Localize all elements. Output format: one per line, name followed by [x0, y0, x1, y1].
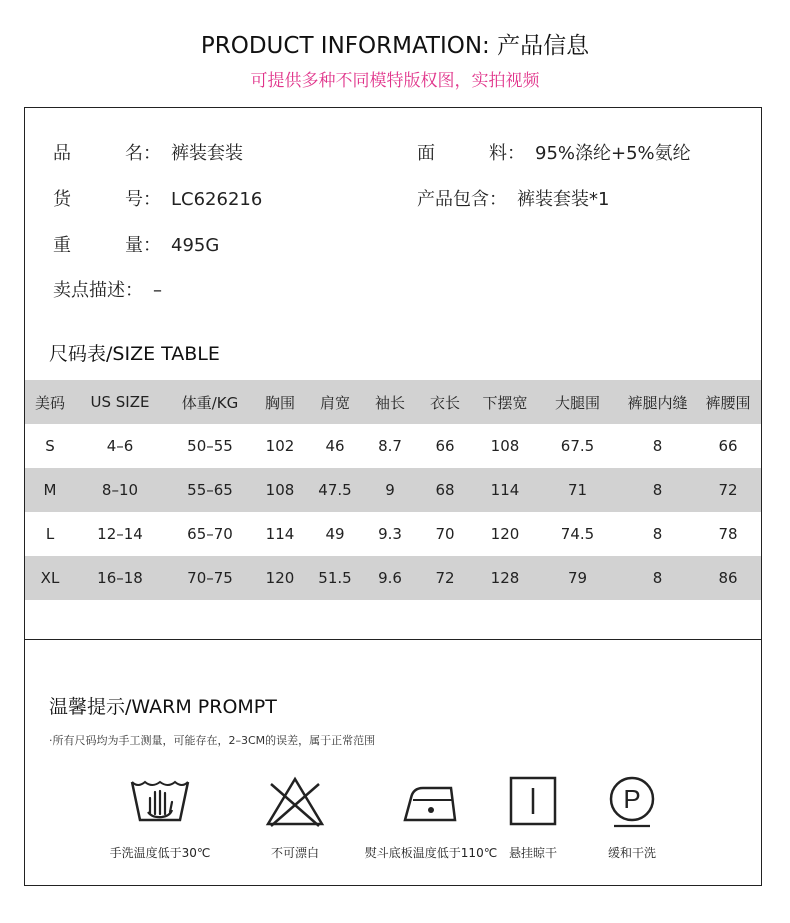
info-name-value: 裤装套装 — [171, 143, 243, 164]
table-cell: 8 — [652, 481, 663, 499]
col-header: 美码 — [34, 393, 65, 412]
info-item-no-label: 货 号 — [53, 189, 143, 210]
table-cell: 8.7 — [378, 437, 402, 455]
table-cell: 46 — [325, 437, 345, 455]
info-contents-value: 裤装套装*1 — [517, 189, 610, 210]
table-cell: 79 — [567, 569, 588, 587]
care-item-dry-clean — [562, 774, 702, 861]
care-label: 不可漂白 — [270, 846, 319, 860]
table-cell: 47.5 — [318, 481, 352, 499]
info-weight: 重 量 ： 495G — [53, 231, 219, 257]
info-selling-value: – — [153, 280, 162, 301]
info-item-no-value: LC626216 — [171, 189, 263, 210]
table-cell: 8 — [652, 569, 663, 587]
table-cell: 51.5 — [318, 569, 352, 587]
info-selling-label: 卖点描述 — [53, 280, 125, 301]
info-name: 品 名 ： 裤装套装 — [53, 139, 243, 165]
table-cell: 72 — [435, 569, 455, 587]
iron-icon — [399, 774, 463, 830]
table-row — [25, 556, 761, 600]
care-label: 手洗温度低于30℃ — [109, 846, 211, 860]
table-cell: 67.5 — [560, 437, 595, 455]
table-cell: 70 — [435, 525, 455, 543]
page-title: PRODUCT INFORMATION: 产品信息 — [200, 33, 590, 59]
info-weight-value: 495G — [171, 235, 220, 256]
col-header: 大腿围 — [554, 393, 600, 412]
table-cell: 9 — [385, 481, 395, 499]
table-cell: 120 — [265, 569, 295, 587]
table-cell: 108 — [490, 437, 520, 455]
col-header: 体重/KG — [181, 393, 239, 412]
care-label: 熨斗底板温度低于110℃ — [364, 846, 498, 860]
info-name-label: 品 名 — [53, 143, 143, 164]
info-fabric-label: 面 料 — [417, 143, 507, 164]
table-cell: 66 — [435, 437, 455, 455]
product-info-frame — [24, 107, 762, 886]
table-cell: 114 — [265, 525, 295, 543]
table-cell: 9.6 — [378, 569, 402, 587]
table-cell: 70–75 — [187, 569, 233, 587]
table-cell: 65–70 — [187, 525, 233, 543]
col-header: 下摆宽 — [482, 393, 528, 412]
table-cell: 72 — [718, 481, 738, 499]
table-cell: 12–14 — [97, 525, 143, 543]
table-cell: 128 — [490, 569, 520, 587]
table-cell: M — [43, 481, 57, 499]
table-cell: 50–55 — [187, 437, 233, 455]
col-header: 袖长 — [374, 393, 405, 412]
table-cell: 114 — [490, 481, 520, 499]
size-table-header-row — [25, 380, 761, 424]
info-item-no: 货 号 ： LC626216 — [53, 185, 262, 211]
info-contents: 产品包含： 裤装套装*1 — [417, 185, 609, 211]
warm-prompt-heading: 温馨提示/WARM PROMPT — [49, 696, 277, 718]
table-cell: 8 — [652, 437, 663, 455]
table-row — [25, 424, 761, 468]
care-item-hand-wash — [90, 774, 230, 861]
size-table — [25, 380, 761, 600]
table-row — [25, 512, 761, 556]
no-bleach-icon — [263, 774, 327, 830]
col-header: 裤腿内缝 — [627, 393, 688, 412]
col-header: US SIZE — [90, 393, 150, 411]
table-cell: 66 — [718, 437, 738, 455]
table-cell: 102 — [265, 437, 295, 455]
table-cell: 55–65 — [187, 481, 233, 499]
hang-dry-icon — [501, 774, 565, 830]
page-subtitle: 可提供多种不同模特版权图，实拍视频 — [250, 71, 540, 91]
table-cell: 68 — [435, 481, 455, 499]
care-item-no-bleach — [225, 774, 365, 861]
care-label: 缓和干洗 — [607, 846, 656, 860]
col-header: 衣长 — [429, 393, 460, 412]
info-weight-label: 重 量 — [53, 235, 143, 256]
table-row — [25, 468, 761, 512]
table-cell: 9.3 — [378, 525, 402, 543]
table-cell: 49 — [325, 525, 345, 543]
table-cell: 108 — [265, 481, 295, 499]
col-header: 胸围 — [264, 393, 295, 412]
table-cell: 71 — [567, 481, 588, 499]
col-header: 裤腰围 — [705, 393, 751, 412]
table-cell: 74.5 — [560, 525, 595, 543]
info-fabric-value: 95%涤纶+5%氨纶 — [535, 143, 691, 164]
info-contents-label: 产品包含 — [417, 189, 489, 210]
table-cell: 86 — [718, 569, 738, 587]
table-cell: 8 — [652, 525, 663, 543]
info-selling: 卖点描述： – — [53, 276, 162, 302]
section-divider — [25, 639, 761, 640]
table-cell: S — [45, 437, 55, 455]
info-fabric: 面 料 ： 95%涤纶+5%氨纶 — [417, 139, 691, 165]
table-cell: XL — [40, 569, 60, 587]
size-table-heading: 尺码表/SIZE TABLE — [49, 343, 220, 365]
hand-wash-icon — [128, 774, 192, 830]
table-cell: 16–18 — [97, 569, 143, 587]
table-cell: 78 — [718, 525, 738, 543]
table-cell: L — [45, 525, 55, 543]
svg-text:P: P — [623, 784, 641, 814]
table-cell: 120 — [490, 525, 520, 543]
col-header: 肩宽 — [319, 393, 350, 412]
table-cell: 8–10 — [101, 481, 139, 499]
table-cell: 4–6 — [106, 437, 134, 455]
care-label: 悬挂晾干 — [508, 846, 557, 860]
measurement-note: ·所有尺码均为手工测量，可能存在，2–3CM的误差，属于正常范围 — [49, 734, 376, 747]
dry-clean-icon — [600, 774, 664, 830]
